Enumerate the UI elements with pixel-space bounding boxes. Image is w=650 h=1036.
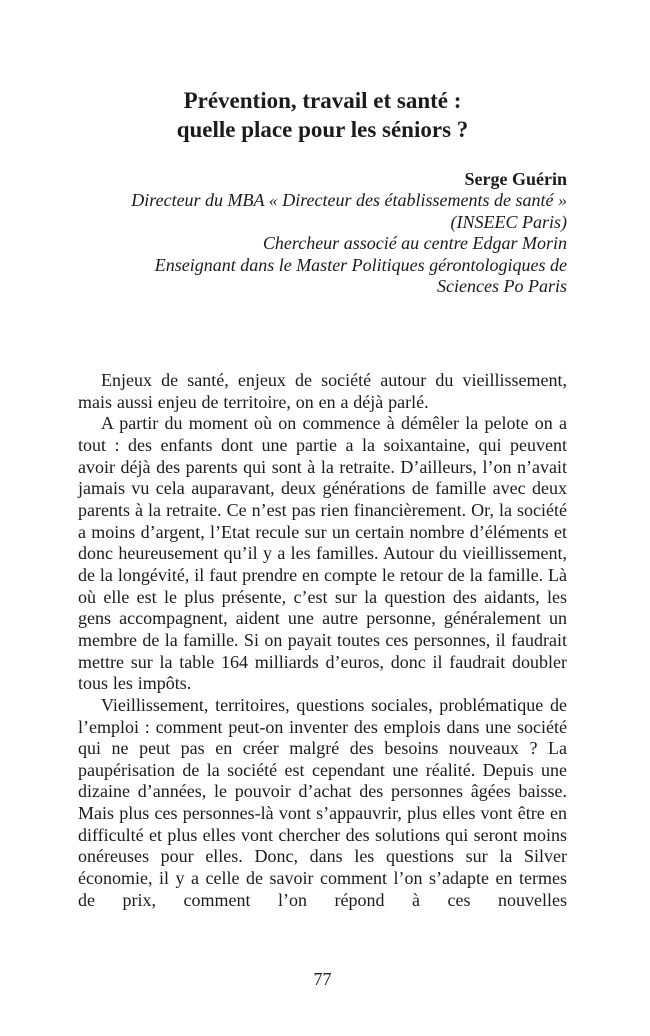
chapter-title-line-2: quelle place pour les séniors ? <box>176 117 469 142</box>
author-affiliation-line: Sciences Po Paris <box>437 276 567 297</box>
chapter-title-line-1: Prévention, travail et santé : <box>183 88 462 113</box>
author-affiliation-line: (INSEEC Paris) <box>450 211 567 232</box>
author-affiliation-line: Chercheur associé au centre Edgar Morin <box>262 233 567 254</box>
chapter-title <box>78 86 567 144</box>
page-number: 77 <box>313 969 332 989</box>
author-block <box>78 169 567 297</box>
body-paragraph: Vieillissement, territoires, questions sociales, problématique de l’emploi : comment peut-on inventer des emplois dans une société qui ne peut pas en créer malgré des besoins nouveaux ? La paupérisation de la société est cependant une réalité. Depuis une dizaine d’années, le pouvoir d’achat des personnes âgées baisse. Mais plus ces personnes-là vont s’appauvrir, plus elles vont être en difficulté et plus elles vont chercher des solutions qui seront moins onéreuses pour elles. Donc, dans les questions sur la Silver économie, il y a celle de savoir comment l’on s’adapte en termes de prix, comment l’on répond à ces nouvelles <box>78 694 567 910</box>
author-name: Serge Guérin <box>464 169 567 189</box>
author-affiliation-line: Enseignant dans le Master Politiques gérontologiques de <box>154 254 567 275</box>
author-affiliation-line: Directeur du MBA « Directeur des établissements de santé » <box>131 190 567 211</box>
body-text <box>78 370 567 911</box>
body-paragraph: A partir du moment où on commence à démêler la pelote on a tout : des enfants dont une partie a la soixantaine, qui peuvent avoir déjà des parents qui sont à la retraite. D’ailleurs, l’on n’avait jamais vu cela auparavant, deux générations de famille avec deux parents à la retraite. Ce n’est pas rien financièrement. Or, la société a moins d’argent, l’Etat recule sur un certain nombre d’éléments et donc heureusement qu’il y a les familles. Autour du vieillissement, de la longévité, il faut prendre en compte le retour de la famille. Là où elle est le plus présente, c’est sur la question des aidants, les gens accompagnent, aident une autre personne, généralement un membre de la famille. Si on payait toutes ces personnes, il faudrait mettre sur la table 164 milliards d’euros, donc il faudrait doubler tous les impôts. <box>78 413 567 694</box>
body-paragraph: Enjeux de santé, enjeux de société autour du vieillissement, mais aussi enjeu de territoire, on en a déjà parlé. <box>78 370 567 412</box>
